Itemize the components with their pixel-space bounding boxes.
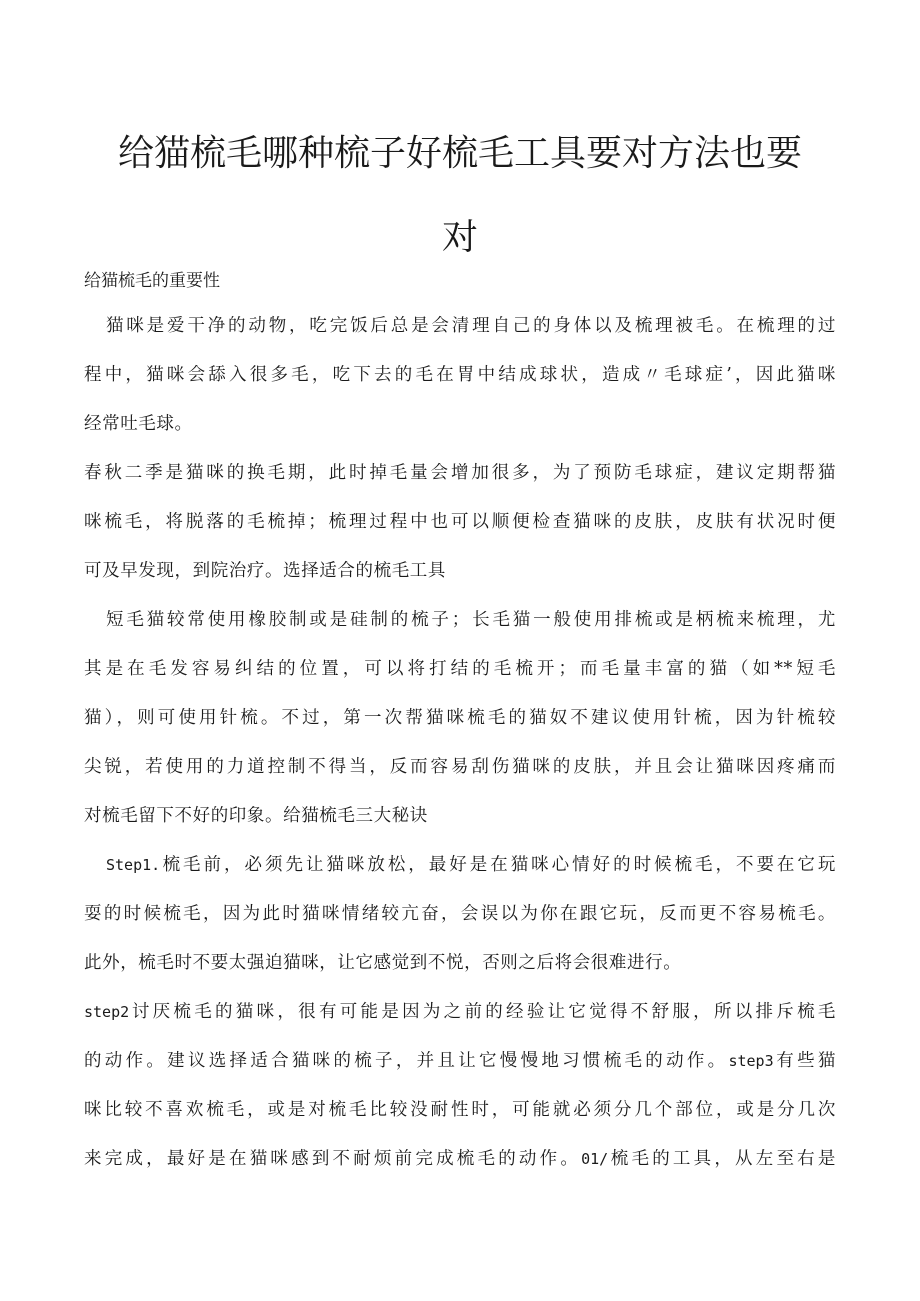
- paragraph-line: [84, 841, 836, 890]
- step-3-text-cont: 来完成，最好是在猫咪感到不耐烦前完成梳毛的动作。: [84, 1149, 582, 1169]
- paragraph-line: 耍的时候梳毛，因为此时猫咪情绪较亢奋，会误以为你在跟它玩，反而更不容易梳毛。: [84, 904, 836, 924]
- paragraph-line: 此外，梳毛时不要太强迫猫咪，让它感觉到不悦，否则之后将会很难进行。: [84, 953, 682, 973]
- paragraph-line: 可及早发现，到院治疗。选择适合的梳毛工具: [84, 561, 446, 581]
- paragraph-line: 春秋二季是猫咪的换毛期，此时掉毛量会增加很多，为了预防毛球症，建议定期帮猫: [84, 463, 836, 483]
- document-title: [84, 112, 836, 280]
- paragraph-line: 对梳毛留下不好的印象。给猫梳毛三大秘诀: [84, 806, 428, 826]
- title-line-1: 给猫梳毛哪种梳子好梳毛工具要对方法也要: [117, 133, 802, 174]
- step-1-label: Step1.: [106, 856, 161, 874]
- paragraph-line: 猫），则可使用针梳。不过，第一次帮猫咪梳毛的猫奴不建议使用针梳，因为针梳较: [84, 708, 836, 728]
- step-1-text: 梳毛前，必须先让猫咪放松，最好是在猫咪心情好的时候梳毛，不要在它玩: [160, 855, 836, 875]
- step-2-label: step2: [84, 1003, 130, 1021]
- step-3-text: 有些猫: [773, 1051, 836, 1071]
- tools-text: 梳毛的工具，从左至右是: [608, 1149, 836, 1169]
- paragraph-line: 程中，猫咪会舔入很多毛，吃下去的毛在胃中结成球状，造成〃毛球症’，因此猫咪: [84, 365, 836, 385]
- paragraph-line: 其是在毛发容易纠结的位置，可以将打结的毛梳开；而毛量丰富的猫（如**短毛: [84, 659, 836, 679]
- tools-number-label: 01/: [581, 1150, 609, 1168]
- title-line-2: 对: [441, 217, 478, 258]
- paragraph-line: 咪比较不喜欢梳毛，或是对梳毛比较没耐性时，可能就必须分几个部位，或是分几次: [84, 1100, 836, 1120]
- paragraph-line: [84, 988, 836, 1037]
- paragraph-line: [84, 1135, 836, 1184]
- paragraph-line: 咪梳毛，将脱落的毛梳掉；梳理过程中也可以顺便检查猫咪的皮肤，皮肤有状况时便: [84, 512, 836, 532]
- paragraph-line: 尖锐，若使用的力道控制不得当，反而容易刮伤猫咪的皮肤，并且会让猫咪因疼痛而: [84, 757, 836, 777]
- paragraph-line: [84, 1037, 836, 1086]
- paragraph-shedding-season: [84, 449, 836, 596]
- step-2-text: 讨厌梳毛的猫咪，很有可能是因为之前的经验让它觉得不舒服，所以排斥梳毛: [129, 1002, 836, 1022]
- paragraph-cat-grooming: [84, 302, 836, 449]
- section-heading: 给猫梳毛的重要性: [84, 271, 220, 291]
- paragraph-line: 猫咪是爱干净的动物，吃完饭后总是会清理自己的身体以及梳理被毛。在梳理的过: [106, 316, 836, 336]
- paragraph-comb-types: [84, 596, 836, 841]
- paragraph-step-1: [84, 841, 836, 988]
- step-2-text-cont: 的动作。建议选择适合猫咪的梳子，并且让它慢慢地习惯梳毛的动作。: [84, 1051, 729, 1071]
- paragraph-line: 经常吐毛球。: [84, 414, 193, 434]
- step-3-label: step3: [728, 1052, 774, 1070]
- paragraph-step-2-3: [84, 988, 836, 1184]
- paragraph-line: 短毛猫较常使用橡胶制或是硅制的梳子；长毛猫一般使用排梳或是柄梳来梳理，尤: [106, 610, 836, 630]
